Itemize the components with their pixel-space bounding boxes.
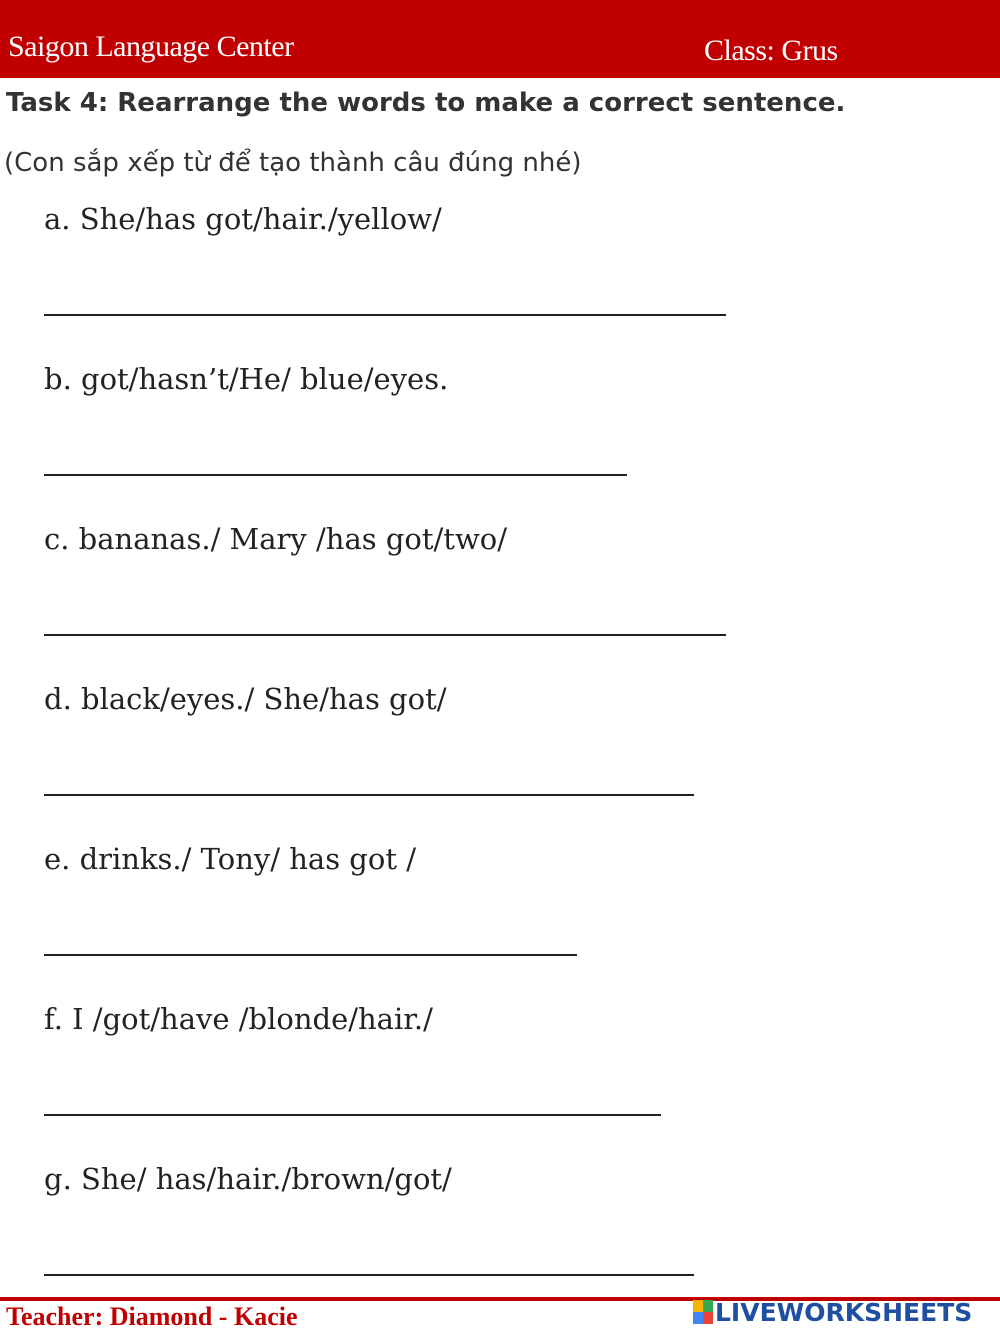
answer-line-d[interactable]: [44, 794, 694, 796]
exercise-item-e: e. drinks./ Tony/ has got /: [44, 842, 416, 876]
answer-line-c[interactable]: [44, 634, 726, 636]
task-title: Task 4: Rearrange the words to make a correct sentence.: [6, 88, 846, 118]
exercise-item-f: f. I /got/have /blonde/hair./: [44, 1002, 433, 1036]
exercise-item-g: g. She/ has/hair./brown/got/: [44, 1162, 452, 1196]
exercise-item-d: d. black/eyes./ She/has got/: [44, 682, 447, 716]
exercise-item-a: a. She/has got/hair./yellow/: [44, 202, 442, 236]
header-bar: [0, 0, 1000, 78]
exercise-item-c: c. bananas./ Mary /has got/two/: [44, 522, 507, 556]
answer-line-e[interactable]: [44, 954, 577, 956]
answer-line-g[interactable]: [44, 1274, 694, 1276]
liveworksheets-logo[interactable]: [693, 1297, 972, 1327]
class-label: Class: Grus: [704, 34, 838, 67]
answer-line-b[interactable]: [44, 474, 627, 476]
teacher-name: Teacher: Diamond - Kacie: [6, 1302, 298, 1331]
liveworksheets-brand: LIVEWORKSHEETS: [715, 1297, 973, 1327]
answer-line-f[interactable]: [44, 1114, 661, 1116]
task-subtitle: (Con sắp xếp từ để tạo thành câu đúng nhé): [4, 148, 582, 178]
school-name: Saigon Language Center: [8, 30, 294, 63]
exercise-item-b: b. got/hasn’t/He/ blue/eyes.: [44, 362, 449, 396]
answer-line-a[interactable]: [44, 314, 726, 316]
liveworksheets-icon: [693, 1300, 713, 1324]
